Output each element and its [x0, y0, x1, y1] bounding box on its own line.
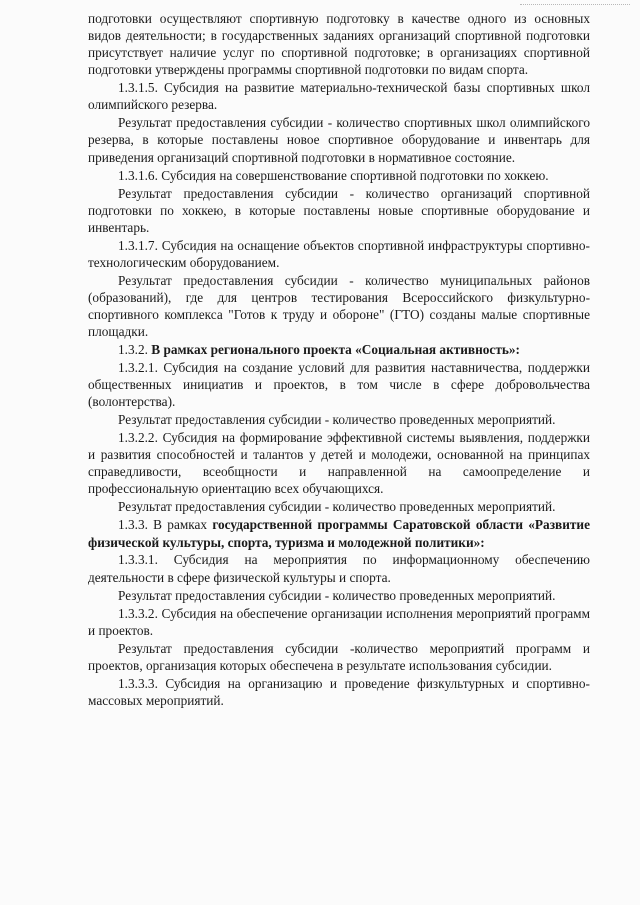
paragraph-1331: 1.3.3.1. Субсидия на мероприятия по информационному обеспечению деятельности в сфере физической культуры и спорта.	[88, 552, 590, 585]
paragraph-result-1321: Результат предоставления субсидии - количество проведенных мероприятий.	[118, 412, 556, 428]
paragraph-1322: 1.3.2.2. Субсидия на формирование эффективной системы выявления, поддержки и развития способностей и талантов у детей и молодежи, основанной на принципах справедливости, всеобщности и направленной на самоопределение и профессиональную ориентацию всех обучающихся.	[88, 430, 590, 497]
paragraph-133-heading	[88, 516, 590, 550]
paragraph-0: подготовки осуществляют спортивную подготовку в качестве одного из основных видов деятельности; в государственных заданиях организаций спортивной подготовки присутствует наличие услуг по спортивной подготовке; в организациях спортивной подготовки утверждены программы спортивной подготовки по видам спорта.	[88, 11, 590, 78]
paragraph-result-1317: Результат предоставления субсидии - количество муниципальных районов (образований), где для центров тестирования Всероссийского физкультурно-спортивного комплекса "Готов к труду и обороне" (ГТО) созданы малые спортивные площадки.	[88, 272, 590, 340]
paragraph-result-1331: Результат предоставления субсидии - количество проведенных мероприятий.	[118, 587, 556, 603]
paragraph-132-heading	[88, 341, 590, 358]
paragraph-1321: 1.3.2.1. Субсидия на создание условий для развития наставничества, поддержки общественных инициатив и проектов, в том числе в сфере добровольчества (волонтерства).	[88, 360, 590, 410]
paragraph-1332: 1.3.3.2. Субсидия на обеспечение организации исполнения мероприятий программ и проектов.	[88, 605, 590, 638]
paragraph-result-1316: Результат предоставления субсидии - количество организаций спортивной подготовки по хоккею, в которые поставлены новые спортивные оборудование и инвентарь.	[88, 185, 590, 235]
paragraph-132-number: 1.3.2.	[118, 342, 152, 358]
paragraph-1316: 1.3.1.6. Субсидия на совершенствование спортивной подготовки по хоккею.	[118, 167, 549, 183]
paragraph-133-bold: государственной программы Саратовской области «Развитие физической культуры, спорта, туризма и молодежной политики»:	[88, 517, 590, 550]
paragraph-1315: 1.3.1.5. Субсидия на развитие материально-технической базы спортивных школ олимпийского резерва.	[88, 80, 590, 113]
paragraph-133-prefix: 1.3.3. В рамках	[118, 517, 213, 533]
scan-artifact-line	[520, 4, 630, 5]
paragraph-result-1315: Результат предоставления субсидии - количество спортивных школ олимпийского резерва, в которые поставлены новое спортивное оборудование и инвентарь для приведения организаций спортивной подготовки в нормативное состояние.	[88, 115, 590, 165]
paragraph-1333: 1.3.3.3. Субсидия на организацию и проведение физкультурных и спортивно-массовых мероприятий.	[88, 675, 590, 708]
paragraph-1317: 1.3.1.7. Субсидия на оснащение объектов спортивной инфраструктуры спортивно-технологическим оборудованием.	[88, 237, 590, 270]
document-body	[88, 10, 590, 710]
paragraph-132-bold: В рамках регионального проекта «Социальная активность»:	[151, 342, 520, 358]
paragraph-result-1322: Результат предоставления субсидии - количество проведенных мероприятий.	[118, 499, 556, 515]
paragraph-result-1332: Результат предоставления субсидии -количество мероприятий программ и проектов, организация которых обеспечена в результате использования субсидии.	[88, 640, 590, 673]
